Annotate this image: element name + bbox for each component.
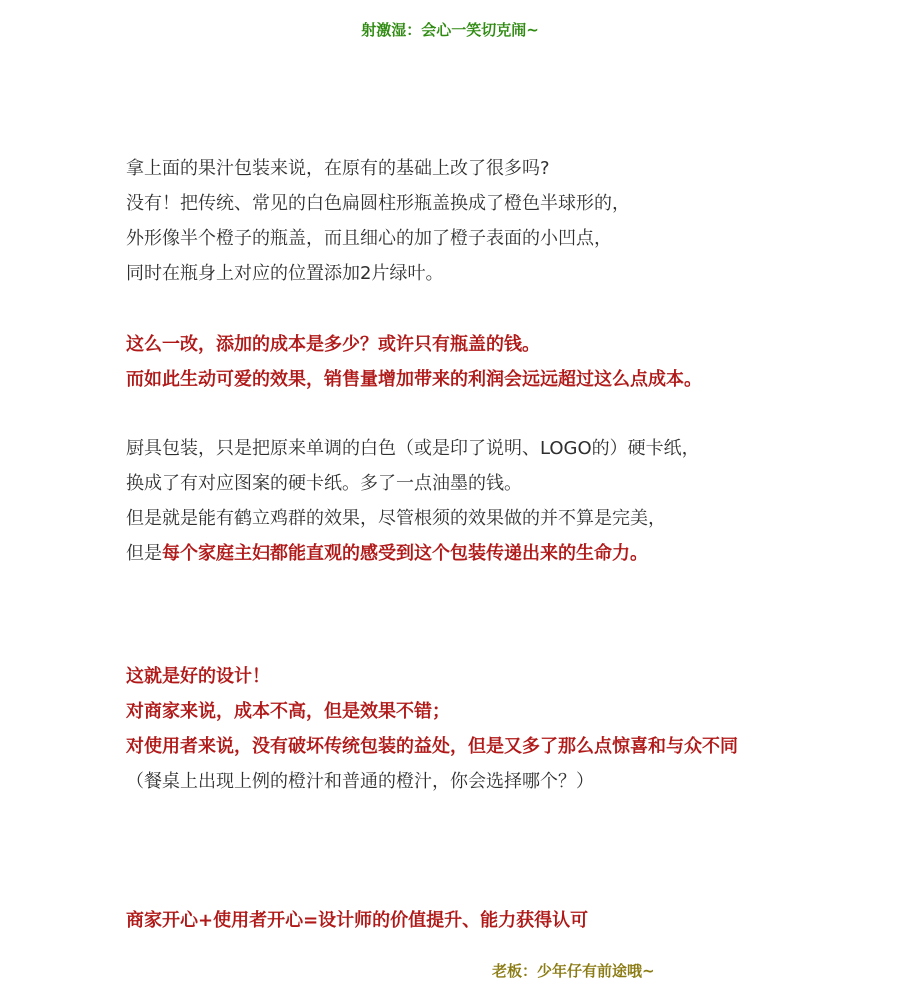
top-caption: 射激湿：会心一笑切克闹~ bbox=[361, 21, 539, 39]
para4-line4: （餐桌上出现上例的橙汁和普通的橙汁，你会选择哪个？） bbox=[126, 771, 594, 792]
para1-line4: 同时在瓶身上对应的位置添加2片绿叶。 bbox=[126, 263, 444, 284]
conclusion-line: 商家开心+使用者开心=设计师的价值提升、能力获得认可 bbox=[126, 910, 589, 931]
para2-line2: 而如此生动可爱的效果，销售量增加带来的利润会远远超过这么点成本。 bbox=[126, 369, 702, 390]
para3-line4-prefix: 但是 bbox=[126, 543, 162, 564]
para4-line1: 这就是好的设计！ bbox=[126, 666, 270, 687]
para1-line3: 外形像半个橙子的瓶盖，而且细心的加了橙子表面的小凹点， bbox=[126, 228, 612, 249]
bottom-caption: 老板：少年仔有前途哦~ bbox=[492, 962, 655, 980]
para3-line4-emphasis: 每个家庭主妇都能直观的感受到这个包装传递出来的生命力。 bbox=[162, 543, 648, 564]
para2-line1: 这么一改，添加的成本是多少？或许只有瓶盖的钱。 bbox=[126, 334, 540, 355]
para1-line1: 拿上面的果汁包装来说，在原有的基础上改了很多吗? bbox=[126, 158, 550, 179]
para3-line4 bbox=[126, 543, 648, 565]
para3-line1: 厨具包装，只是把原来单调的白色（或是印了说明、LOGO的）硬卡纸， bbox=[126, 438, 700, 459]
para4-line3: 对使用者来说，没有破坏传统包装的益处，但是又多了那么点惊喜和与众不同 bbox=[126, 736, 738, 757]
para4-line2: 对商家来说，成本不高，但是效果不错； bbox=[126, 701, 450, 722]
para1-line2: 没有！把传统、常见的白色扁圆柱形瓶盖换成了橙色半球形的， bbox=[126, 193, 630, 214]
para3-line3: 但是就是能有鹤立鸡群的效果，尽管根须的效果做的并不算是完美， bbox=[126, 508, 666, 529]
para3-line2: 换成了有对应图案的硬卡纸。多了一点油墨的钱。 bbox=[126, 473, 522, 494]
